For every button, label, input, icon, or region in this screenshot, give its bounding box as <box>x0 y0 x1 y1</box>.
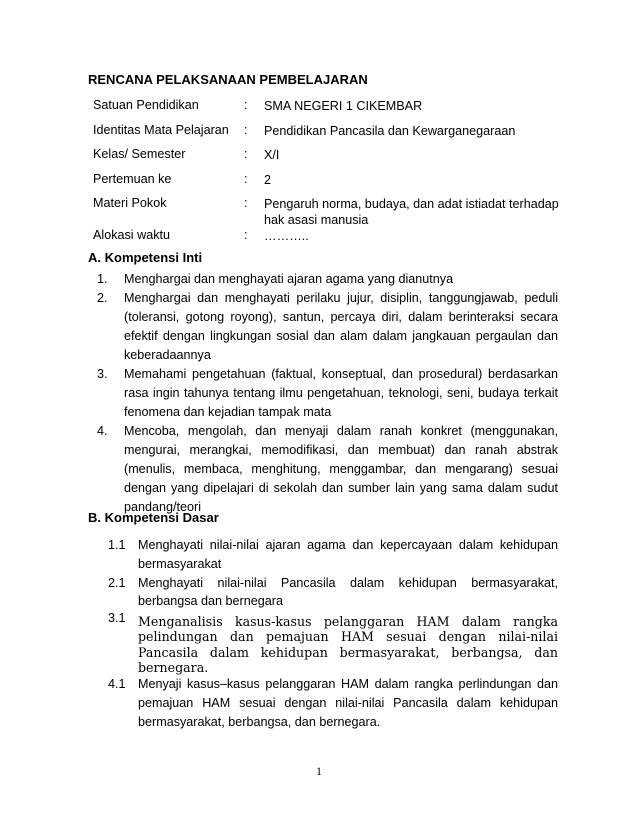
identity-value: 2 <box>264 172 272 187</box>
identity-row <box>93 98 563 123</box>
identity-colon: : <box>244 196 248 210</box>
identity-value: X/I <box>264 148 280 162</box>
list-text: Menghargai dan menghayati ajaran agama yang dianutnya <box>124 272 454 286</box>
list-item <box>97 422 558 517</box>
identity-row <box>93 123 563 148</box>
list-text: Menyaji kasus–kasus pelanggaran HAM dalam rangka perlindungan dan pemajuan HAM sesuai dengan nilai-nilai Pancasila dalam kehidupan bermasyarakat, berbangsa, dan bernegara. <box>138 677 558 729</box>
list-number: 2.1 <box>108 575 126 590</box>
list-item <box>97 289 558 365</box>
list-number: 3.1 <box>108 611 126 626</box>
identity-table <box>93 98 563 253</box>
kompetensi-dasar-list <box>108 536 558 731</box>
identity-colon: : <box>244 98 248 112</box>
list-text: Menghayati nilai-nilai Pancasila dalam kehidupan bermasyarakat, berbangsa dan bernegara <box>138 575 558 609</box>
identity-colon: : <box>244 171 248 186</box>
identity-label: Pertemuan ke <box>93 171 172 186</box>
list-item <box>108 611 558 675</box>
list-number: 1.1 <box>108 538 126 552</box>
list-number: 2. <box>97 291 108 305</box>
list-item <box>97 365 558 422</box>
list-item <box>108 675 558 731</box>
list-text: Menghargai dan menghayati perilaku jujur, disiplin, tanggungjawab, peduli (toleransi, gotong royong), santun, percaya diri, dalam berinteraksi secara efektif dengan lingkungan sosial dan alam dalam jangkauan pergaulan dan keberadaannya <box>124 291 558 362</box>
identity-row <box>93 147 563 172</box>
list-item <box>108 574 558 612</box>
identity-label: Identitas Mata Pelajaran <box>93 122 229 137</box>
identity-colon: : <box>244 147 248 161</box>
identity-row <box>93 196 563 228</box>
identity-label: Materi Pokok <box>93 196 167 210</box>
list-item <box>97 270 558 289</box>
list-item <box>108 536 558 574</box>
identity-row <box>93 228 563 253</box>
identity-row <box>93 172 563 197</box>
list-number: 4.1 <box>108 677 126 691</box>
identity-colon: : <box>244 122 248 137</box>
document-title: RENCANA PELAKSANAAN PEMBELAJARAN <box>88 72 368 87</box>
identity-value: ……….. <box>264 229 309 243</box>
identity-value: SMA NEGERI 1 CIKEMBAR <box>264 99 423 113</box>
identity-label: Satuan Pendidikan <box>93 98 199 112</box>
identity-label: Alokasi waktu <box>93 228 170 242</box>
list-text: Memahami pengetahuan (faktual, konseptual, dan prosedural) berdasarkan rasa ingin tahunya tentang ilmu pengetahuan, teknologi, seni, budaya terkait fenomena dan kejadian tampak mata <box>124 367 558 419</box>
page-number: 1 <box>316 764 322 778</box>
list-text: Menghayati nilai-nilai ajaran agama dan kepercayaan dalam kehidupan bermasyarakat <box>138 538 558 571</box>
kompetensi-inti-list <box>97 270 558 517</box>
section-heading-kompetensi-dasar: B. Kompetensi Dasar <box>88 510 219 525</box>
section-heading-kompetensi-inti: A. Kompetensi Inti <box>88 250 203 265</box>
identity-label: Kelas/ Semester <box>93 147 186 161</box>
list-number: 3. <box>97 367 108 381</box>
identity-value: Pengaruh norma, budaya, dan adat istiadat terhadap hak asasi manusia <box>264 197 559 227</box>
list-text: Mencoba, mengolah, dan menyaji dalam ranah konkret (menggunakan, mengurai, merangkai, memodifikasi, dan membuat) dan ranah abstrak (menulis, membaca, menghitung, menggambar, dan mengarang) sesuai dengan yang dipelajari di sekolah dan sumber lain yang sama dalam sudut pandang/teori <box>124 424 558 514</box>
list-number: 1. <box>97 272 108 286</box>
identity-value: Pendidikan Pancasila dan Kewarganegaraan <box>264 123 516 138</box>
identity-colon: : <box>244 228 248 242</box>
list-number: 4. <box>97 424 108 438</box>
list-text: Menganalisis kasus-kasus pelanggaran HAM dalam rangka pelindungan dan pemajuan HAM sesuai dengan nilai-nilai Pancasila dalam kehidupan bermasyarakat, berbangsa, dan bernegara. <box>138 614 558 675</box>
